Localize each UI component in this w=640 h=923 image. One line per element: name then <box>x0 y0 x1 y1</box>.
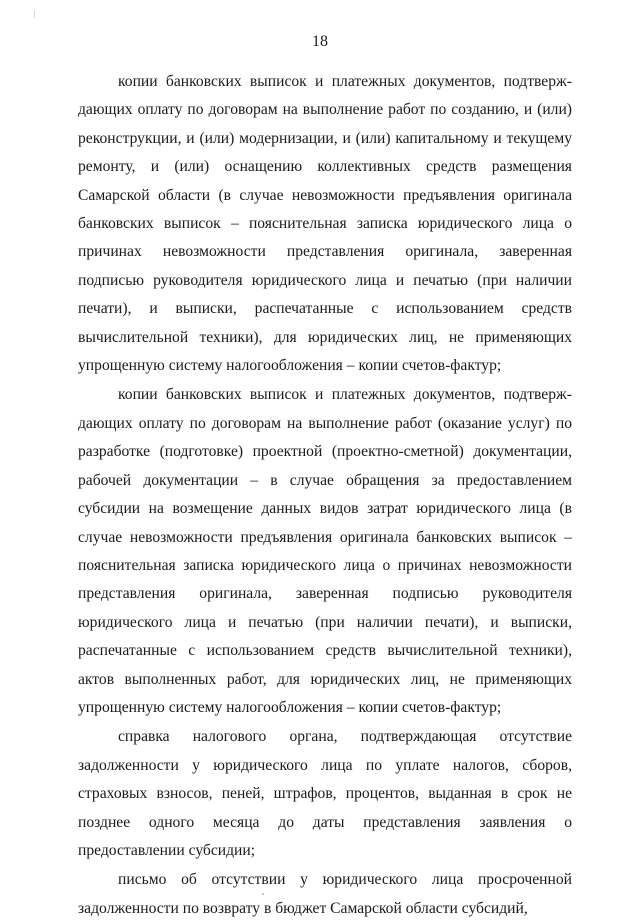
document-body <box>78 68 572 923</box>
page-number: 18 <box>312 33 328 50</box>
paragraph-bank-statements-construction: копии банковских выписок и платежных документов, подтверждающих оплату по договорам на выполнение работ по созданию, и (или) реконструкции, и (или) модернизации, и (или) капитальному и текущему ремонту, и (или) оснащению коллективных средств размещения Самарской области (в случае невозможности предъявления оригинала банковских выписок – пояснительная записка юридического лица о причинах невозможности представления оригинала, заверенная подписью руководителя юридического лица и печатью (при наличии печати), и выписки, распечатанные с использованием средств вычислительной техники), для юридических лиц, не применяющих упрощенную систему налогообложения – копии счетов-фактур; <box>78 73 572 375</box>
scan-footer-mark <box>262 893 264 895</box>
scan-margin-mark <box>34 10 35 18</box>
paragraph-bank-statements-design: копии банковских выписок и платежных документов, подтверждающих оплату по договорам на выполнение работ (оказание услуг) по разработке (подготовке) проектной (проектно-сметной) документации, рабочей документации – в случае обращения за предоставлением субсидии на возмещение данных видов затрат юридического лица (в случае невозможности предъявления оригинала банковских выписок – пояснительная записка юридического лица о причинах невозможности представления оригинала, заверенная подписью руководителя юридического лица и печатью (при наличии печати), и выписки, распечатанные с использованием средств вычислительной техники), актов выполненных работ, для юридических лиц, не применяющих упрощенную систему налогообложения – копии счетов-фактур; <box>78 386 572 716</box>
paragraph-debt-letter: письмо об отсутствии у юридического лица просроченной задолженности по возврату в бюджет Самарской области субсидий, <box>78 871 572 917</box>
paragraph-tax-certificate: справка налогового органа, подтверждающая отсутствие задолженности у юридического лица по уплате налогов, сборов, страховых взносов, пеней, штрафов, процентов, выданная в срок не позднее одного месяца до даты представления заявления о предоставлении субсидии; <box>78 728 572 859</box>
